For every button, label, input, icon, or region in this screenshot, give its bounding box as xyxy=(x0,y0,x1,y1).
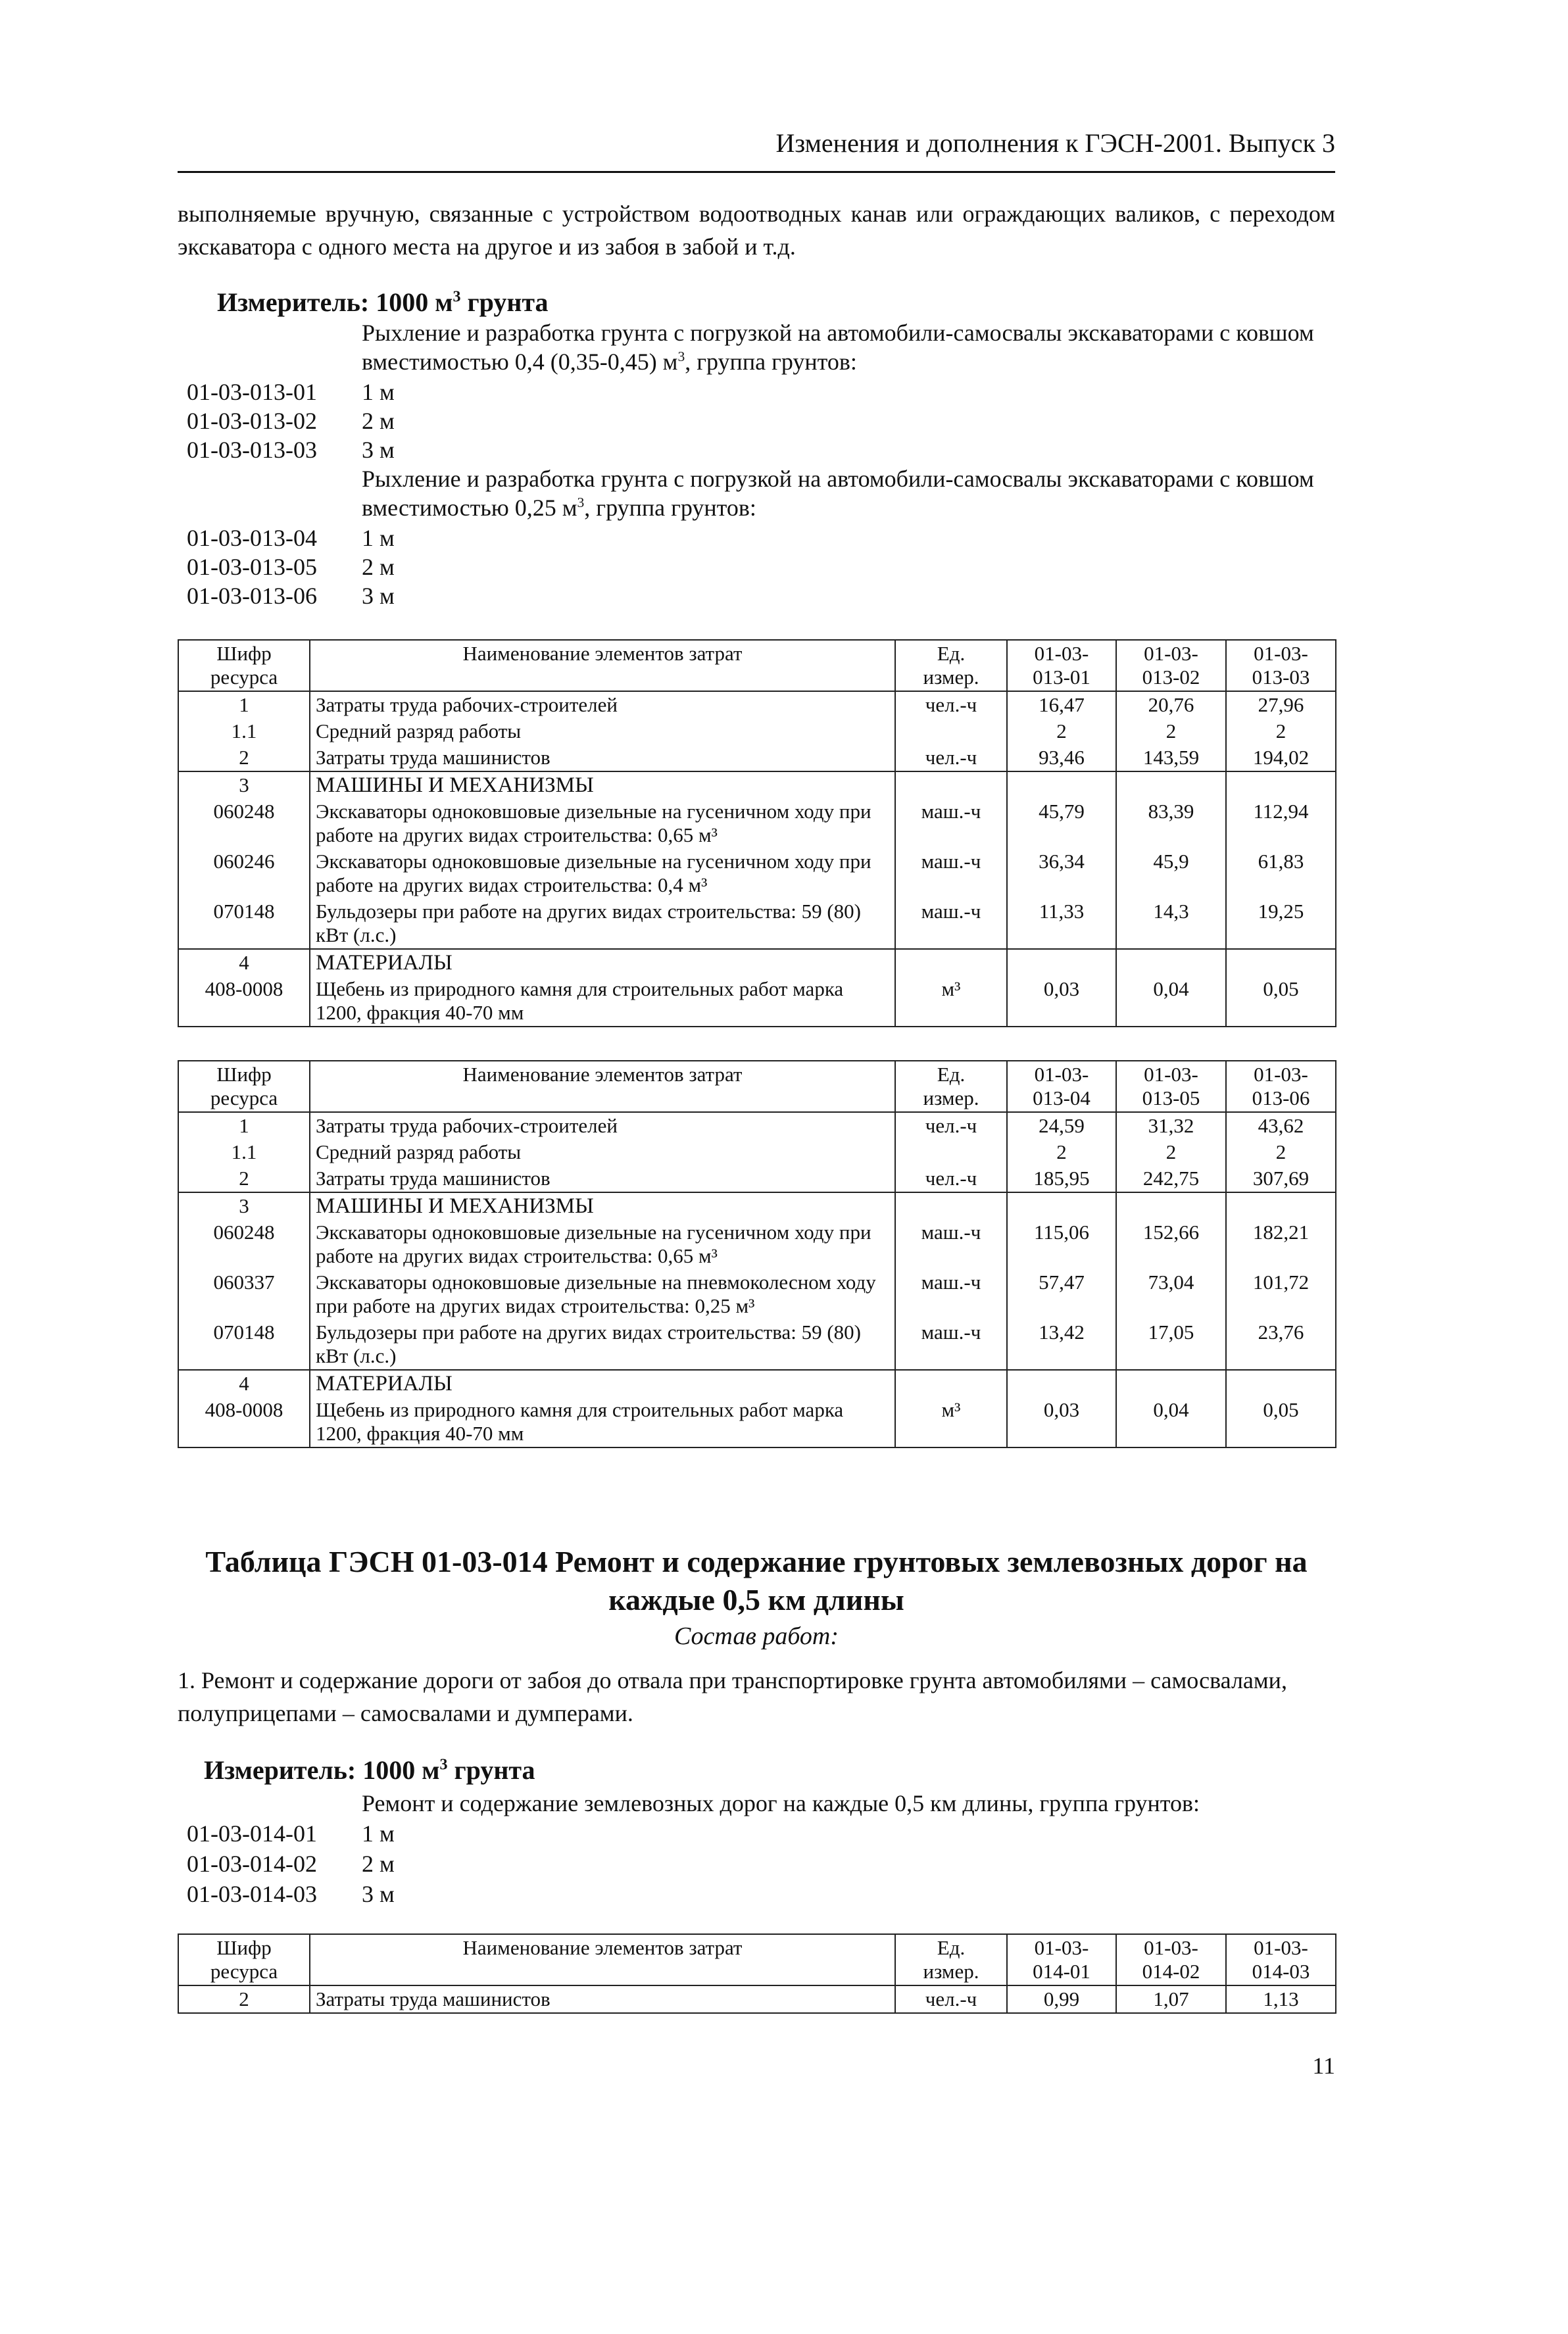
code-row: 01-03-014-01 xyxy=(187,1820,317,1847)
table-row: 070148 Бульдозеры при работе на других видах строительства: 59 (80) кВт (л.с.) маш.-ч 11,33 14,3 19,25 xyxy=(178,898,1336,949)
col-norm-header: 01-03- 013-03 xyxy=(1226,640,1336,691)
table-row: 2 Затраты труда машинистов чел.-ч 0,99 1,07 1,13 xyxy=(178,1985,1336,2013)
code-row: 01-03-013-03 xyxy=(187,437,317,463)
col-name-header: Наименование элементов затрат xyxy=(310,640,895,691)
running-header: Изменения и дополнения к ГЭСН-2001. Выпуск 3 xyxy=(178,124,1335,173)
soil-group: 2 м xyxy=(362,408,395,434)
col-norm-header: 01-03- 013-06 xyxy=(1226,1061,1336,1112)
soil-group: 2 м xyxy=(362,1851,395,1877)
col-norm-header: 01-03- 014-03 xyxy=(1226,1934,1336,1985)
group3-description: Ремонт и содержание землевозных дорог на каждые 0,5 км длины, группа грунтов: xyxy=(362,1790,1200,1816)
table-row: 1 Затраты труда рабочих-строителей чел.-ч 16,47 20,76 27,96 xyxy=(178,691,1336,718)
soil-group: 3 м xyxy=(362,583,395,609)
table-row: 408-0008 Щебень из природного камня для строительных работ марка 1200, фракция 40-70 мм м³ 0,03 0,04 0,05 xyxy=(178,1397,1336,1447)
code-row: 01-03-013-06 xyxy=(187,583,317,609)
table-row: 1 Затраты труда рабочих-строителей чел.-ч 24,59 31,32 43,62 xyxy=(178,1112,1336,1139)
col-name-header: Наименование элементов затрат xyxy=(310,1061,895,1112)
table-row: 1.1 Средний разряд работы 2 2 2 xyxy=(178,1139,1336,1165)
soil-group: 3 м xyxy=(362,437,395,463)
soil-group: 3 м xyxy=(362,1881,395,1907)
soil-group: 1 м xyxy=(362,379,395,405)
soil-group: 1 м xyxy=(362,1820,395,1847)
table-row: 060246 Экскаваторы одноковшовые дизельные на гусеничном ходу при работе на других видах строительства: 0,4 м³ маш.-ч 36,34 45,9 61,83 xyxy=(178,848,1336,898)
code-row: 01-03-014-03 xyxy=(187,1881,317,1907)
resource-table-1 xyxy=(178,639,1336,1027)
table-row: 2 Затраты труда машинистов чел.-ч 93,46 143,59 194,02 xyxy=(178,744,1336,771)
col-unit-header: Ед. измер. xyxy=(895,1934,1007,1985)
measure-unit-2: Измеритель: 1000 $м^3$ грунта xyxy=(204,1755,535,1785)
soil-group: 1 м xyxy=(362,525,395,551)
col-unit-header: Ед. измер. xyxy=(895,640,1007,691)
col-norm-header: 01-03- 013-01 xyxy=(1007,640,1116,691)
col-unit-header: Ед. измер. xyxy=(895,1061,1007,1112)
section-row: 4 МАТЕРИАЛЫ xyxy=(178,949,1336,976)
table-row: 060337 Экскаваторы одноковшовые дизельные на пневмоколесном ходу при работе на других видах строительства: 0,25 м³ маш.-ч 57,47 73,04 101,72 xyxy=(178,1269,1336,1319)
col-code-header: Шифр ресурса xyxy=(178,1934,310,1985)
col-norm-header: 01-03- 013-04 xyxy=(1007,1061,1116,1112)
code-row: 01-03-014-02 xyxy=(187,1851,317,1877)
table-row: 408-0008 Щебень из природного камня для строительных работ марка 1200, фракция 40-70 мм м³ 0,03 0,04 0,05 xyxy=(178,976,1336,1027)
section-row: 4 МАТЕРИАЛЫ xyxy=(178,1370,1336,1397)
section-row: 3 МАШИНЫ И МЕХАНИЗМЫ xyxy=(178,771,1336,798)
group2-description: Рыхление и разработка грунта с погрузкой на автомобили-самосвалы экскаваторами с ковшом вместимостью 0,25 $м^3$, группа грунтов: xyxy=(362,466,1314,521)
col-norm-header: 01-03- 013-02 xyxy=(1116,640,1226,691)
col-code-header: Шифр ресурса xyxy=(178,1061,310,1112)
table-row: 2 Затраты труда машинистов чел.-ч 185,95 242,75 307,69 xyxy=(178,1165,1336,1192)
col-norm-header: 01-03- 013-05 xyxy=(1116,1061,1226,1112)
group1-description: Рыхление и разработка грунта с погрузкой на автомобили-самосвалы экскаваторами с ковшом вместимостью 0,4 (0,35-0,45) $м^3$, группа грунтов: xyxy=(362,320,1314,375)
col-norm-header: 01-03- 014-01 xyxy=(1007,1934,1116,1985)
page-number: 11 xyxy=(1312,2053,1335,2079)
table-row: 1.1 Средний разряд работы 2 2 2 xyxy=(178,718,1336,744)
measure-unit-1: Измеритель: 1000 $м^3$ грунта xyxy=(217,287,549,317)
code-row: 01-03-013-05 xyxy=(187,554,317,580)
works-subtitle: Состав работ: xyxy=(674,1622,839,1650)
code-row: 01-03-013-04 xyxy=(187,525,317,551)
table-row: 060248 Экскаваторы одноковшовые дизельные на гусеничном ходу при работе на других видах строительства: 0,65 м³ маш.-ч 115,06 152,66 182,21 xyxy=(178,1219,1336,1269)
intro-paragraph: выполняемые вручную, связанные с устройством водоотводных канав или ограждающих валиков, с переходом экскаватора с одного места на другое и из забоя в забой и т.д. xyxy=(178,201,1335,260)
section-title-line-1: Таблица ГЭСН 01-03-014 Ремонт и содержание грунтовых землевозных дорог на xyxy=(205,1545,1308,1578)
col-code-header: Шифр ресурса xyxy=(178,640,310,691)
code-row: 01-03-013-02 xyxy=(187,408,317,434)
table-row: 070148 Бульдозеры при работе на других видах строительства: 59 (80) кВт (л.с.) маш.-ч 13,42 17,05 23,76 xyxy=(178,1319,1336,1370)
col-name-header: Наименование элементов затрат xyxy=(310,1934,895,1985)
section-title-line-2: каждые 0,5 км длины xyxy=(608,1583,904,1617)
code-row: 01-03-013-01 xyxy=(187,379,317,405)
col-norm-header: 01-03- 014-02 xyxy=(1116,1934,1226,1985)
works-description: 1. Ремонт и содержание дороги от забоя до отвала при транспортировке грунта автомобилями – самосвалами, полуприцепами – самосвалами и думперами. xyxy=(178,1667,1287,1726)
table-row: 060248 Экскаваторы одноковшовые дизельные на гусеничном ходу при работе на других видах строительства: 0,65 м³ маш.-ч 45,79 83,39 112,94 xyxy=(178,798,1336,848)
resource-table-3 xyxy=(178,1933,1336,2014)
resource-table-2 xyxy=(178,1060,1336,1448)
soil-group: 2 м xyxy=(362,554,395,580)
section-row: 3 МАШИНЫ И МЕХАНИЗМЫ xyxy=(178,1192,1336,1219)
